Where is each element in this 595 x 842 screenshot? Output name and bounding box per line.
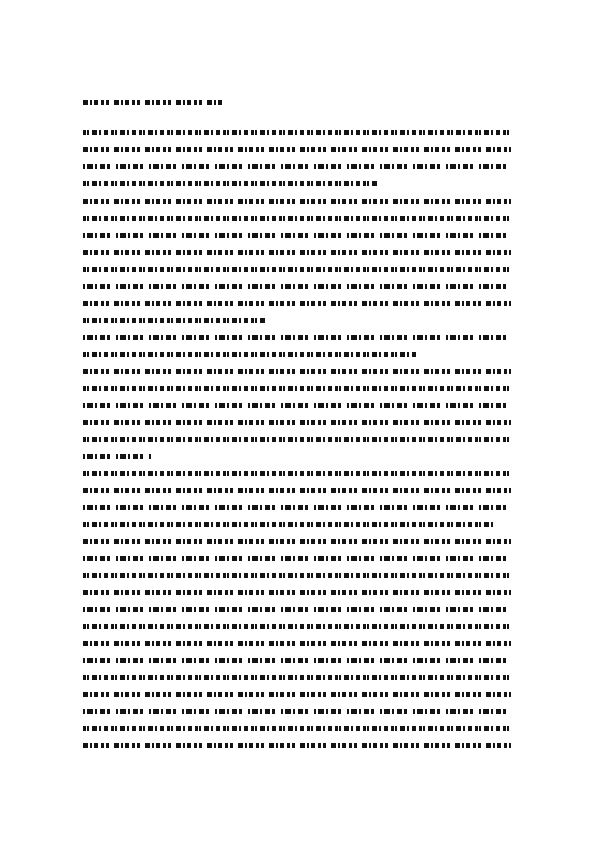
text-line <box>83 588 511 597</box>
text-line <box>83 639 511 648</box>
text-line <box>83 384 511 393</box>
text-line <box>83 145 511 154</box>
text-line <box>83 214 511 223</box>
text-line <box>83 197 511 206</box>
text-line <box>83 690 511 699</box>
text-line <box>83 486 511 495</box>
text-line <box>83 605 511 614</box>
text-line <box>83 401 511 410</box>
text-line <box>83 350 419 359</box>
text-line <box>83 554 511 563</box>
text-line <box>83 571 511 580</box>
text-line <box>83 503 511 512</box>
text-line <box>83 656 511 665</box>
text-line <box>83 299 511 308</box>
text-line <box>83 162 511 171</box>
document-heading <box>83 98 225 107</box>
text-line <box>83 316 267 325</box>
text-line <box>83 128 511 137</box>
text-line <box>83 367 511 376</box>
text-line <box>83 435 511 444</box>
text-line <box>83 179 377 188</box>
text-line <box>83 673 511 682</box>
text-line <box>83 452 151 461</box>
text-line <box>83 418 511 427</box>
text-line <box>83 265 511 274</box>
text-line <box>83 537 511 546</box>
text-line <box>83 724 511 733</box>
text-line <box>83 707 511 716</box>
text-line <box>83 231 511 240</box>
text-line <box>83 741 511 750</box>
text-line <box>83 248 511 257</box>
text-line <box>83 282 511 291</box>
text-line <box>83 469 511 478</box>
text-line <box>83 622 511 631</box>
text-line <box>83 333 511 342</box>
text-line <box>83 520 495 529</box>
